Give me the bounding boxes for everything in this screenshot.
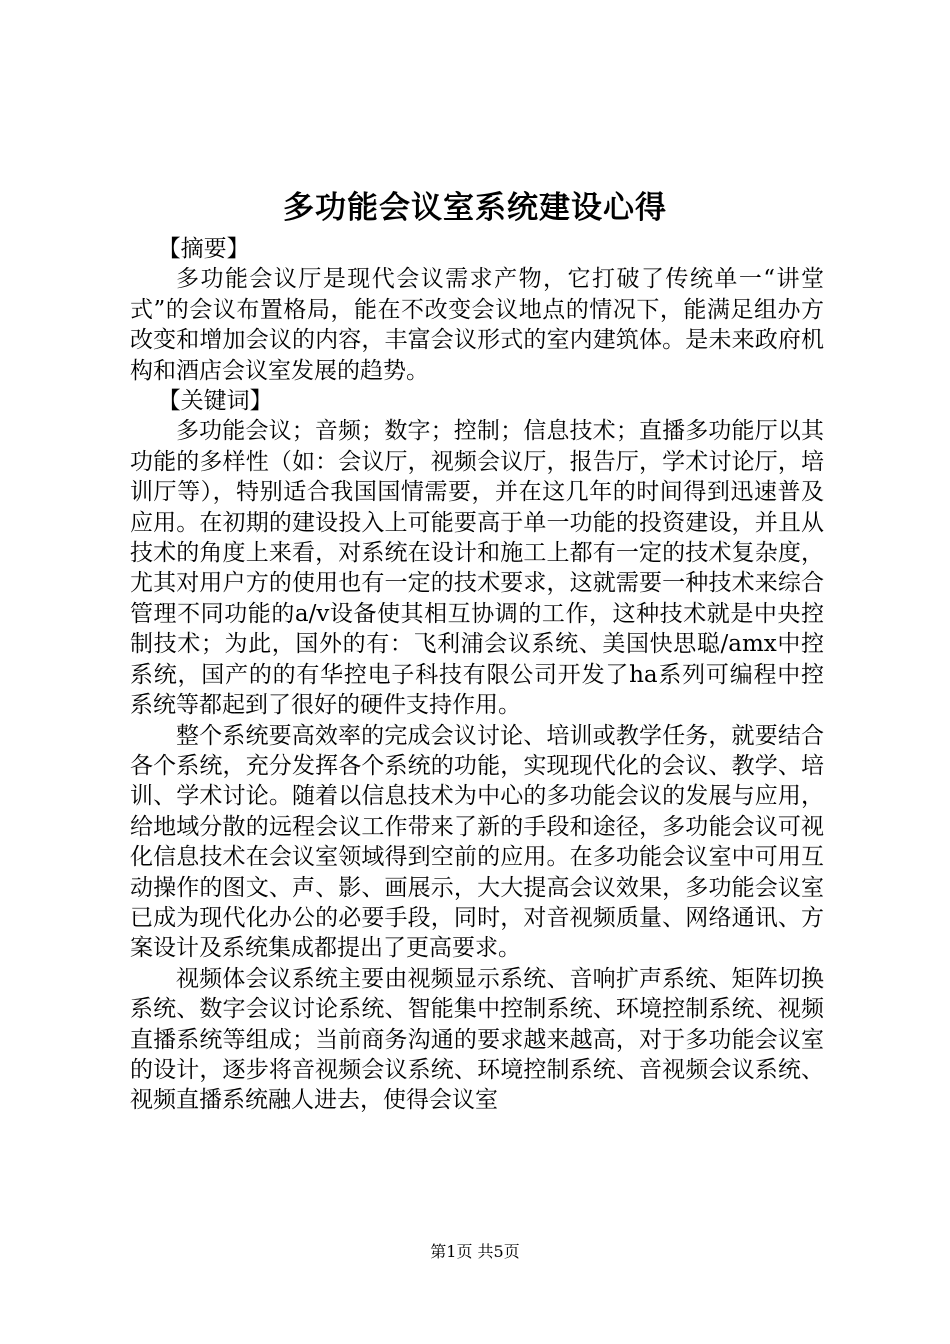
body-paragraph-3: 视频体会议系统主要由视频显示系统、音响扩声系统、矩阵切换系统、数字会议讨论系统、智能集中控制系统、环境控制系统、视频直播系统等组成；当前商务沟通的要求越来越高，对于多功能会议室的设计，逐步将音视频会议系统、环境控制系统、音视频会议系统、视频直播系统融人进去，使得会议室 (130, 965, 824, 1114)
page-number-footer: 第1页 共5页 (430, 1242, 520, 1261)
abstract-heading: 【摘要】 (157, 236, 250, 262)
document-title: 多功能会议室系统建设心得 (283, 190, 667, 226)
body-paragraph-1: 多功能会议；音频；数字；控制；信息技术；直播多功能厅以其功能的多样性（如：会议厅，视频会议厅，报告厅，学术讨论厅，培训厅等），特别适合我国国情需要，并在这几年的时间得到迅速普及应用。在初期的建设投入上可能要高于单一功能的投资建设，并且从技术的角度上来看，对系统在设计和施工上都有一定的技术复杂度，尤其对用户方的使用也有一定的技术要求，这就需要一种技术来综合管理不同功能的a/v设备使其相互协调的工作，这种技术就是中央控制技术；为此，国外的有：飞利浦会议系统、美国快思聪/amx中控系统，国产的的有华控电子科技有限公司开发了ha系列可编程中控系统等都起到了很好的硬件支持作用。 (130, 418, 824, 719)
keywords-heading: 【关键词】 (157, 388, 273, 415)
document-body (130, 234, 824, 1116)
abstract-paragraph: 多功能会议厅是现代会议需求产物，它打破了传统单一“讲堂式”的会议布置格局，能在不改变会议地点的情况下，能满足组办方改变和增加会议的内容，丰富会议形式的室内建筑体。是未来政府机构和酒店会议室发展的趋势。 (130, 266, 824, 384)
body-paragraph-2: 整个系统要高效率的完成会议讨论、培训或教学任务，就要结合各个系统，充分发挥各个系统的功能，实现现代化的会议、教学、培训、学术讨论。随着以信息技术为中心的多功能会议的发展与应用，给地域分散的远程会议工作带来了新的手段和途径，多功能会议可视化信息技术在会议室领域得到空前的应用。在多功能会议室中可用互动操作的图文、声、影、画展示，大大提高会议效果，多功能会议室已成为现代化办公的必要手段，同时，对音视频质量、网络通讯、方案设计及系统集成都提出了更高要求。 (130, 722, 824, 962)
